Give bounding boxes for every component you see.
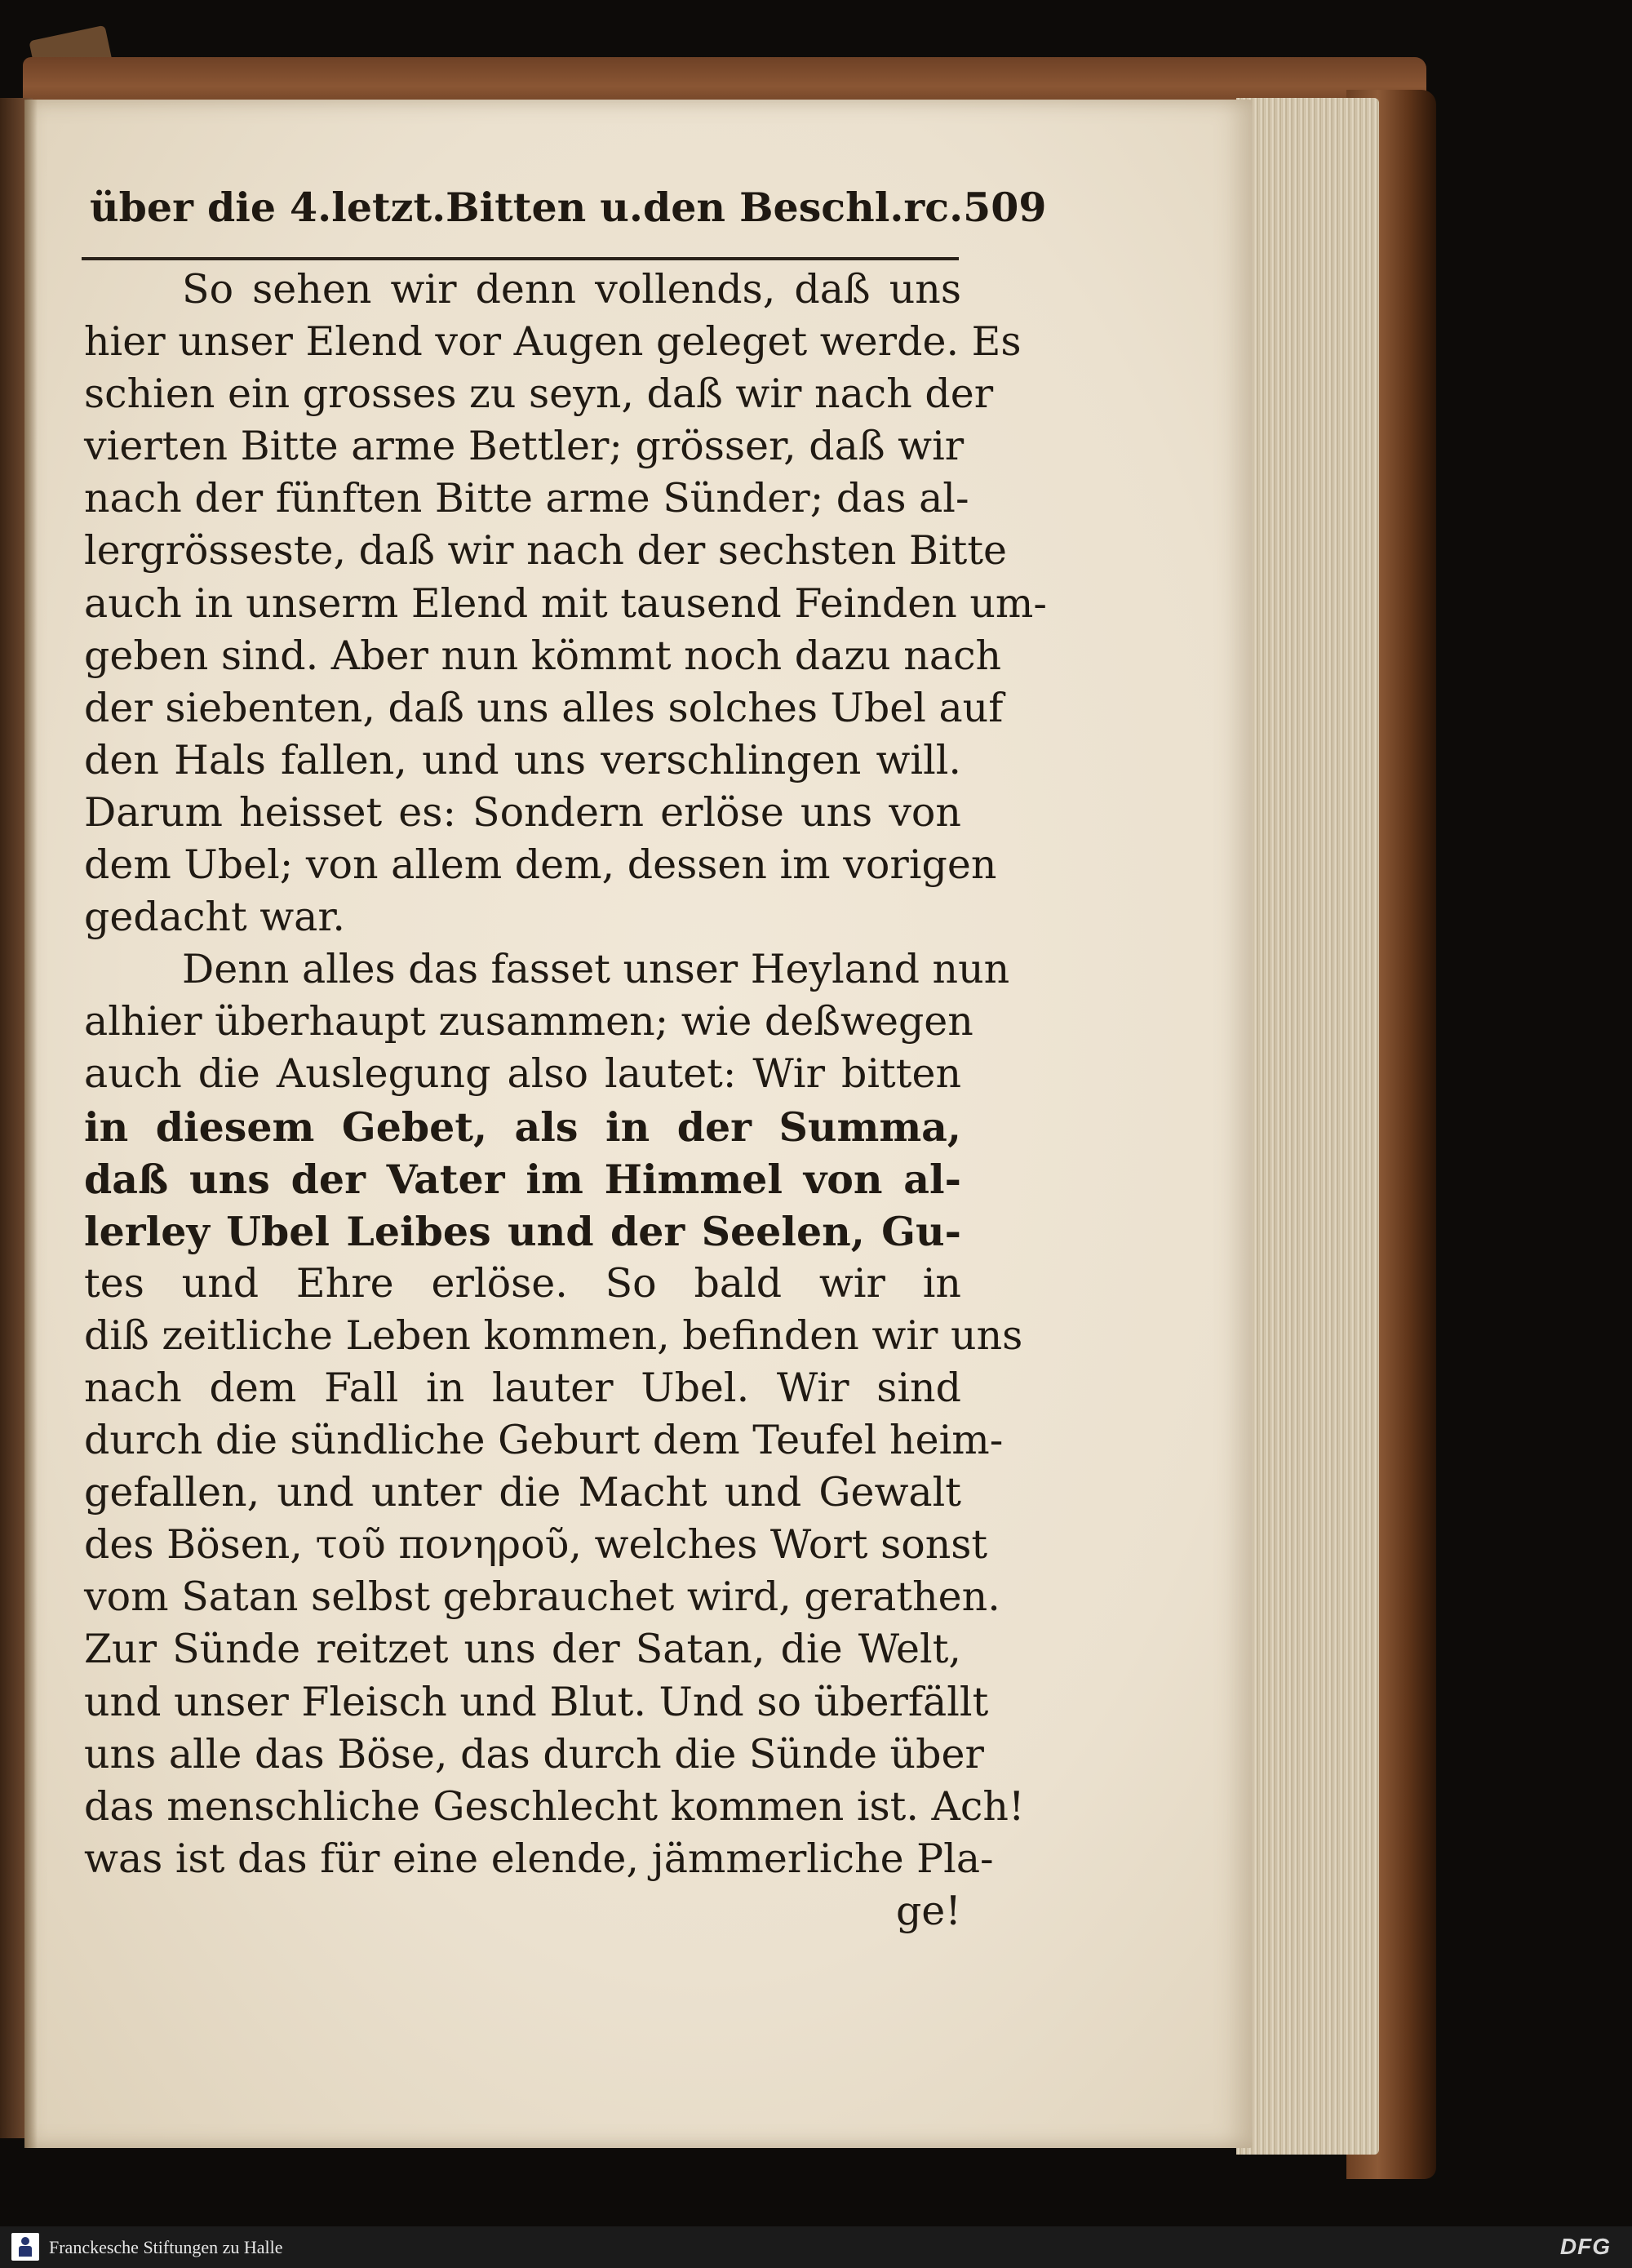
text-line: der siebenten, daß uns alles solches Ubel auf <box>84 684 1004 731</box>
text-line: gedacht war. <box>84 894 345 941</box>
catchword: ge! <box>895 1887 961 1934</box>
text-line-emphasis: daß uns der Vater im Himmel von al- <box>84 1155 961 1203</box>
text-line: vom Satan selbst gebrauchet wird, gerathen. <box>84 1573 1000 1621</box>
text-line: diß zeitliche Leben kommen, befinden wir uns <box>84 1312 1023 1359</box>
text-line: hier unser Elend vor Augen geleget werde. Es <box>84 318 1022 366</box>
text-line: nach der fünften Bitte arme Sünder; das al- <box>84 475 969 522</box>
page-number: 509 <box>963 184 1047 231</box>
text-line-emphasis: lerley Ubel Leibes und der Seelen, Gu- <box>84 1207 961 1255</box>
text-line-emphasis: in diesem Gebet, als in der Summa, <box>84 1103 961 1151</box>
text-line: Denn alles das fasset unser Heyland nun <box>182 946 1010 993</box>
text-line: schien ein grosses zu seyn, daß wir nach der <box>84 371 994 418</box>
page-edges <box>1236 98 1379 2155</box>
text-line: geben sind. Aber nun kömmt noch dazu nach <box>84 632 1002 679</box>
text-line: lergrösseste, daß wir nach der sechsten Bitte <box>84 527 1008 575</box>
text-line: nach dem Fall in lauter Ubel. Wir sind <box>84 1364 961 1411</box>
header-rule <box>82 257 959 260</box>
text-line: auch die Auslegung also lautet: Wir bitten <box>84 1050 961 1098</box>
text-line: vierten Bitte arme Bettler; grösser, daß wir <box>84 423 965 470</box>
text-line: So sehen wir denn vollends, daß uns <box>182 266 961 313</box>
text-line: und unser Fleisch und Blut. Und so überfällt <box>84 1678 989 1725</box>
text-line: dem Ubel; von allem dem, dessen im vorigen <box>84 841 997 889</box>
text-line: durch die sündliche Geburt dem Teufel heim- <box>84 1417 1004 1464</box>
text-line: das menschliche Geschlecht kommen ist. Ach! <box>84 1782 1025 1830</box>
institution-logo-icon <box>11 2233 39 2261</box>
text-line: auch in unserm Elend mit tausend Feinden um- <box>84 579 1047 627</box>
page-gutter <box>24 100 38 2148</box>
institution-label: Franckesche Stiftungen zu Halle <box>49 2237 283 2257</box>
running-head-title: über die 4.letzt.Bitten u.den Beschl.rc. <box>90 184 964 231</box>
text-line: gefallen, und unter die Macht und Gewalt <box>84 1469 961 1516</box>
body-text <box>84 264 1047 1937</box>
footer-bar <box>0 2226 1632 2268</box>
text-line: den Hals fallen, und uns verschlingen will. <box>84 736 961 783</box>
text-line: was ist das für eine elende, jämmerliche Pla- <box>84 1835 994 1882</box>
text-line: Darum heisset es: Sondern erlöse uns von <box>84 788 961 836</box>
running-head <box>90 184 1047 241</box>
text-line: alhier überhaupt zusammen; wie deßwegen <box>84 998 973 1045</box>
text-line: tes und Ehre erlöse. So bald wir in <box>84 1259 961 1307</box>
text-line: uns alle das Böse, das durch die Sünde über <box>84 1730 984 1778</box>
text-line: des Bösen, τοῦ πονηροῦ, welches Wort sonst <box>84 1521 988 1569</box>
text-line: Zur Sünde reitzet uns der Satan, die Welt, <box>84 1626 961 1673</box>
dfg-logo: DFG <box>1559 2234 1611 2259</box>
